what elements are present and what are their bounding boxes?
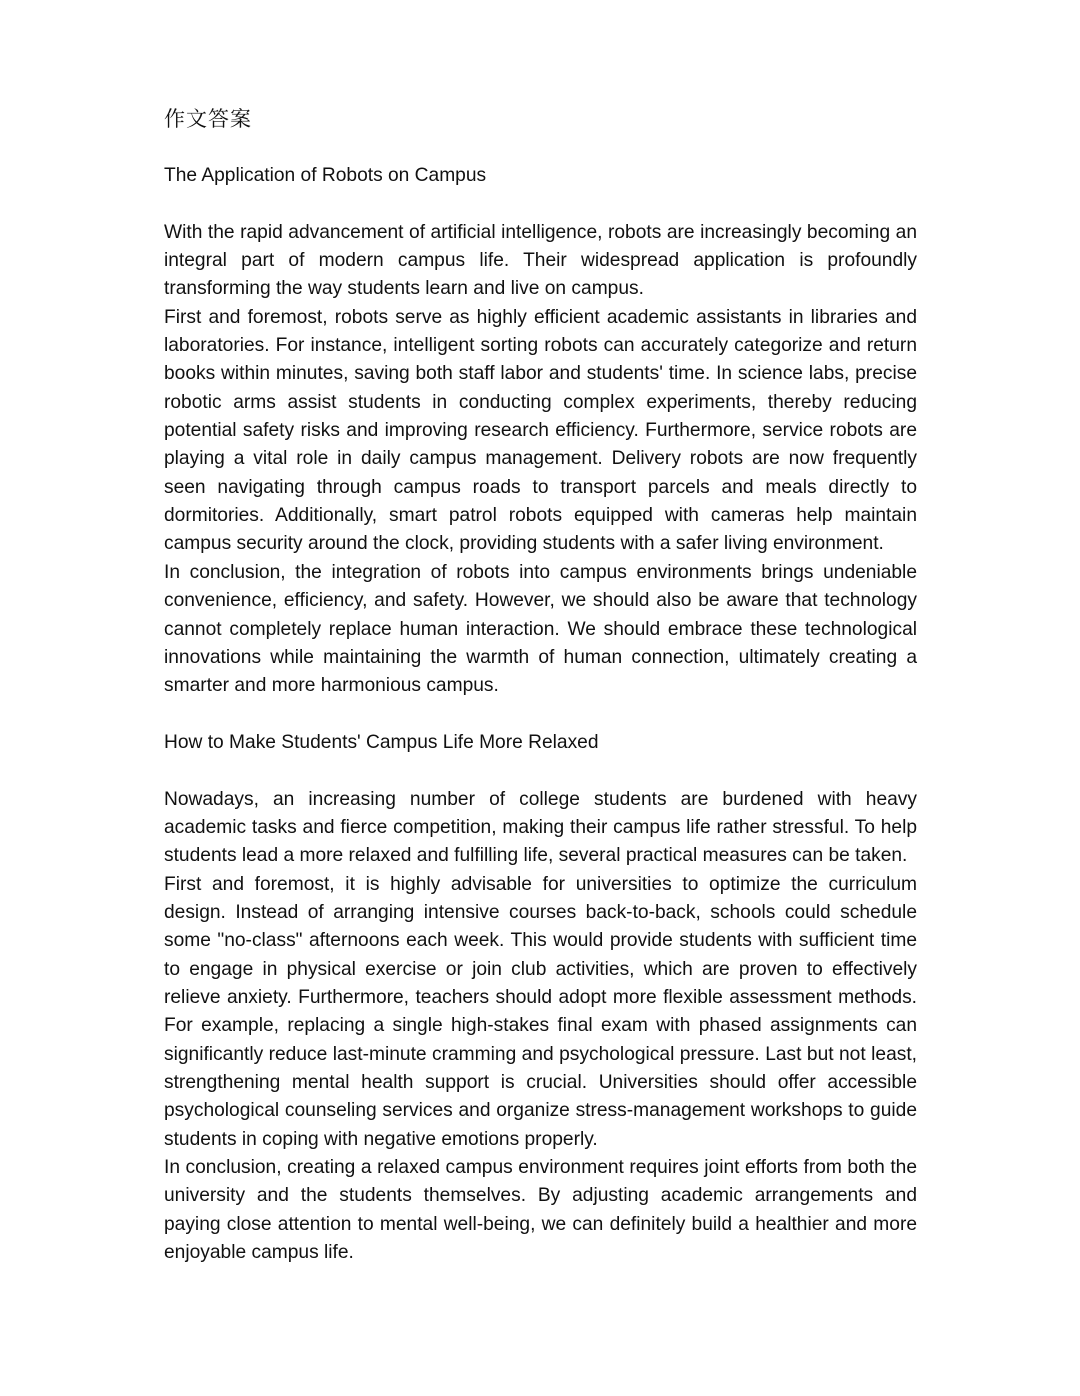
document-page (164, 104, 917, 1267)
essay-relaxed-campus-life (164, 729, 917, 1268)
essay-title: How to Make Students' Campus Life More Relaxed (164, 731, 599, 753)
essay-paragraph: In conclusion, the integration of robots into campus environments brings undeniable convenience, efficiency, and safety. However, we should also be aware that technology cannot completely replace human interaction. We should embrace these technological innovations while maintaining the warmth of human connection, ultimately creating a smarter and more harmonious campus. (164, 561, 917, 697)
document-heading: 作文答案 (164, 107, 252, 131)
essay-paragraph: With the rapid advancement of artificial intelligence, robots are increasingly becoming an integral part of modern campus life. Their widespread application is profoundly transforming the way students learn and live on campus. (164, 221, 917, 300)
essay-paragraph: First and foremost, robots serve as highly efficient academic assistants in libraries and laboratories. For instance, intelligent sorting robots can accurately categorize and return books within minutes, saving both staff labor and students' time. In science labs, precise robotic arms assist students in conducting complex experiments, thereby reducing potential safety risks and improving research efficiency. Furthermore, service robots are playing a vital role in daily campus management. Delivery robots are now frequently seen navigating through campus roads to transport parcels and meals directly to dormitories. Additionally, smart patrol robots equipped with cameras help maintain campus security around the clock, providing students with a safer living environment. (164, 306, 917, 555)
essay-title: The Application of Robots on Campus (164, 165, 487, 186)
essay-paragraph: In conclusion, creating a relaxed campus environment requires joint efforts from both the university and the students themselves. By adjusting academic arrangements and paying close attention to mental well-being, we can definitely build a healthier and more enjoyable campus life. (164, 1157, 917, 1264)
essay-robots (164, 162, 917, 701)
essay-paragraph: First and foremost, it is highly advisable for universities to optimize the curriculum design. Instead of arranging intensive courses back-to-back, schools could schedule some "no-class" afternoons each week. This would provide students with sufficient time to engage in physical exercise or join club activities, which are proven to effectively relieve anxiety. Furthermore, teachers should adopt more flexible assessment methods. For example, replacing a single high-stakes final exam with phased assignments can significantly reduce last-minute cramming and psychological pressure. Last but not least, strengthening mental health support is crucial. Universities should offer accessible psychological counseling services and organize stress-management workshops to guide students in coping with negative emotions properly. (164, 873, 917, 1150)
essay-paragraph: Nowadays, an increasing number of college students are burdened with heavy academic tasks and fierce competition, making their campus life rather stressful. To help students lead a more relaxed and fulfilling life, several practical measures can be taken. (164, 788, 917, 867)
